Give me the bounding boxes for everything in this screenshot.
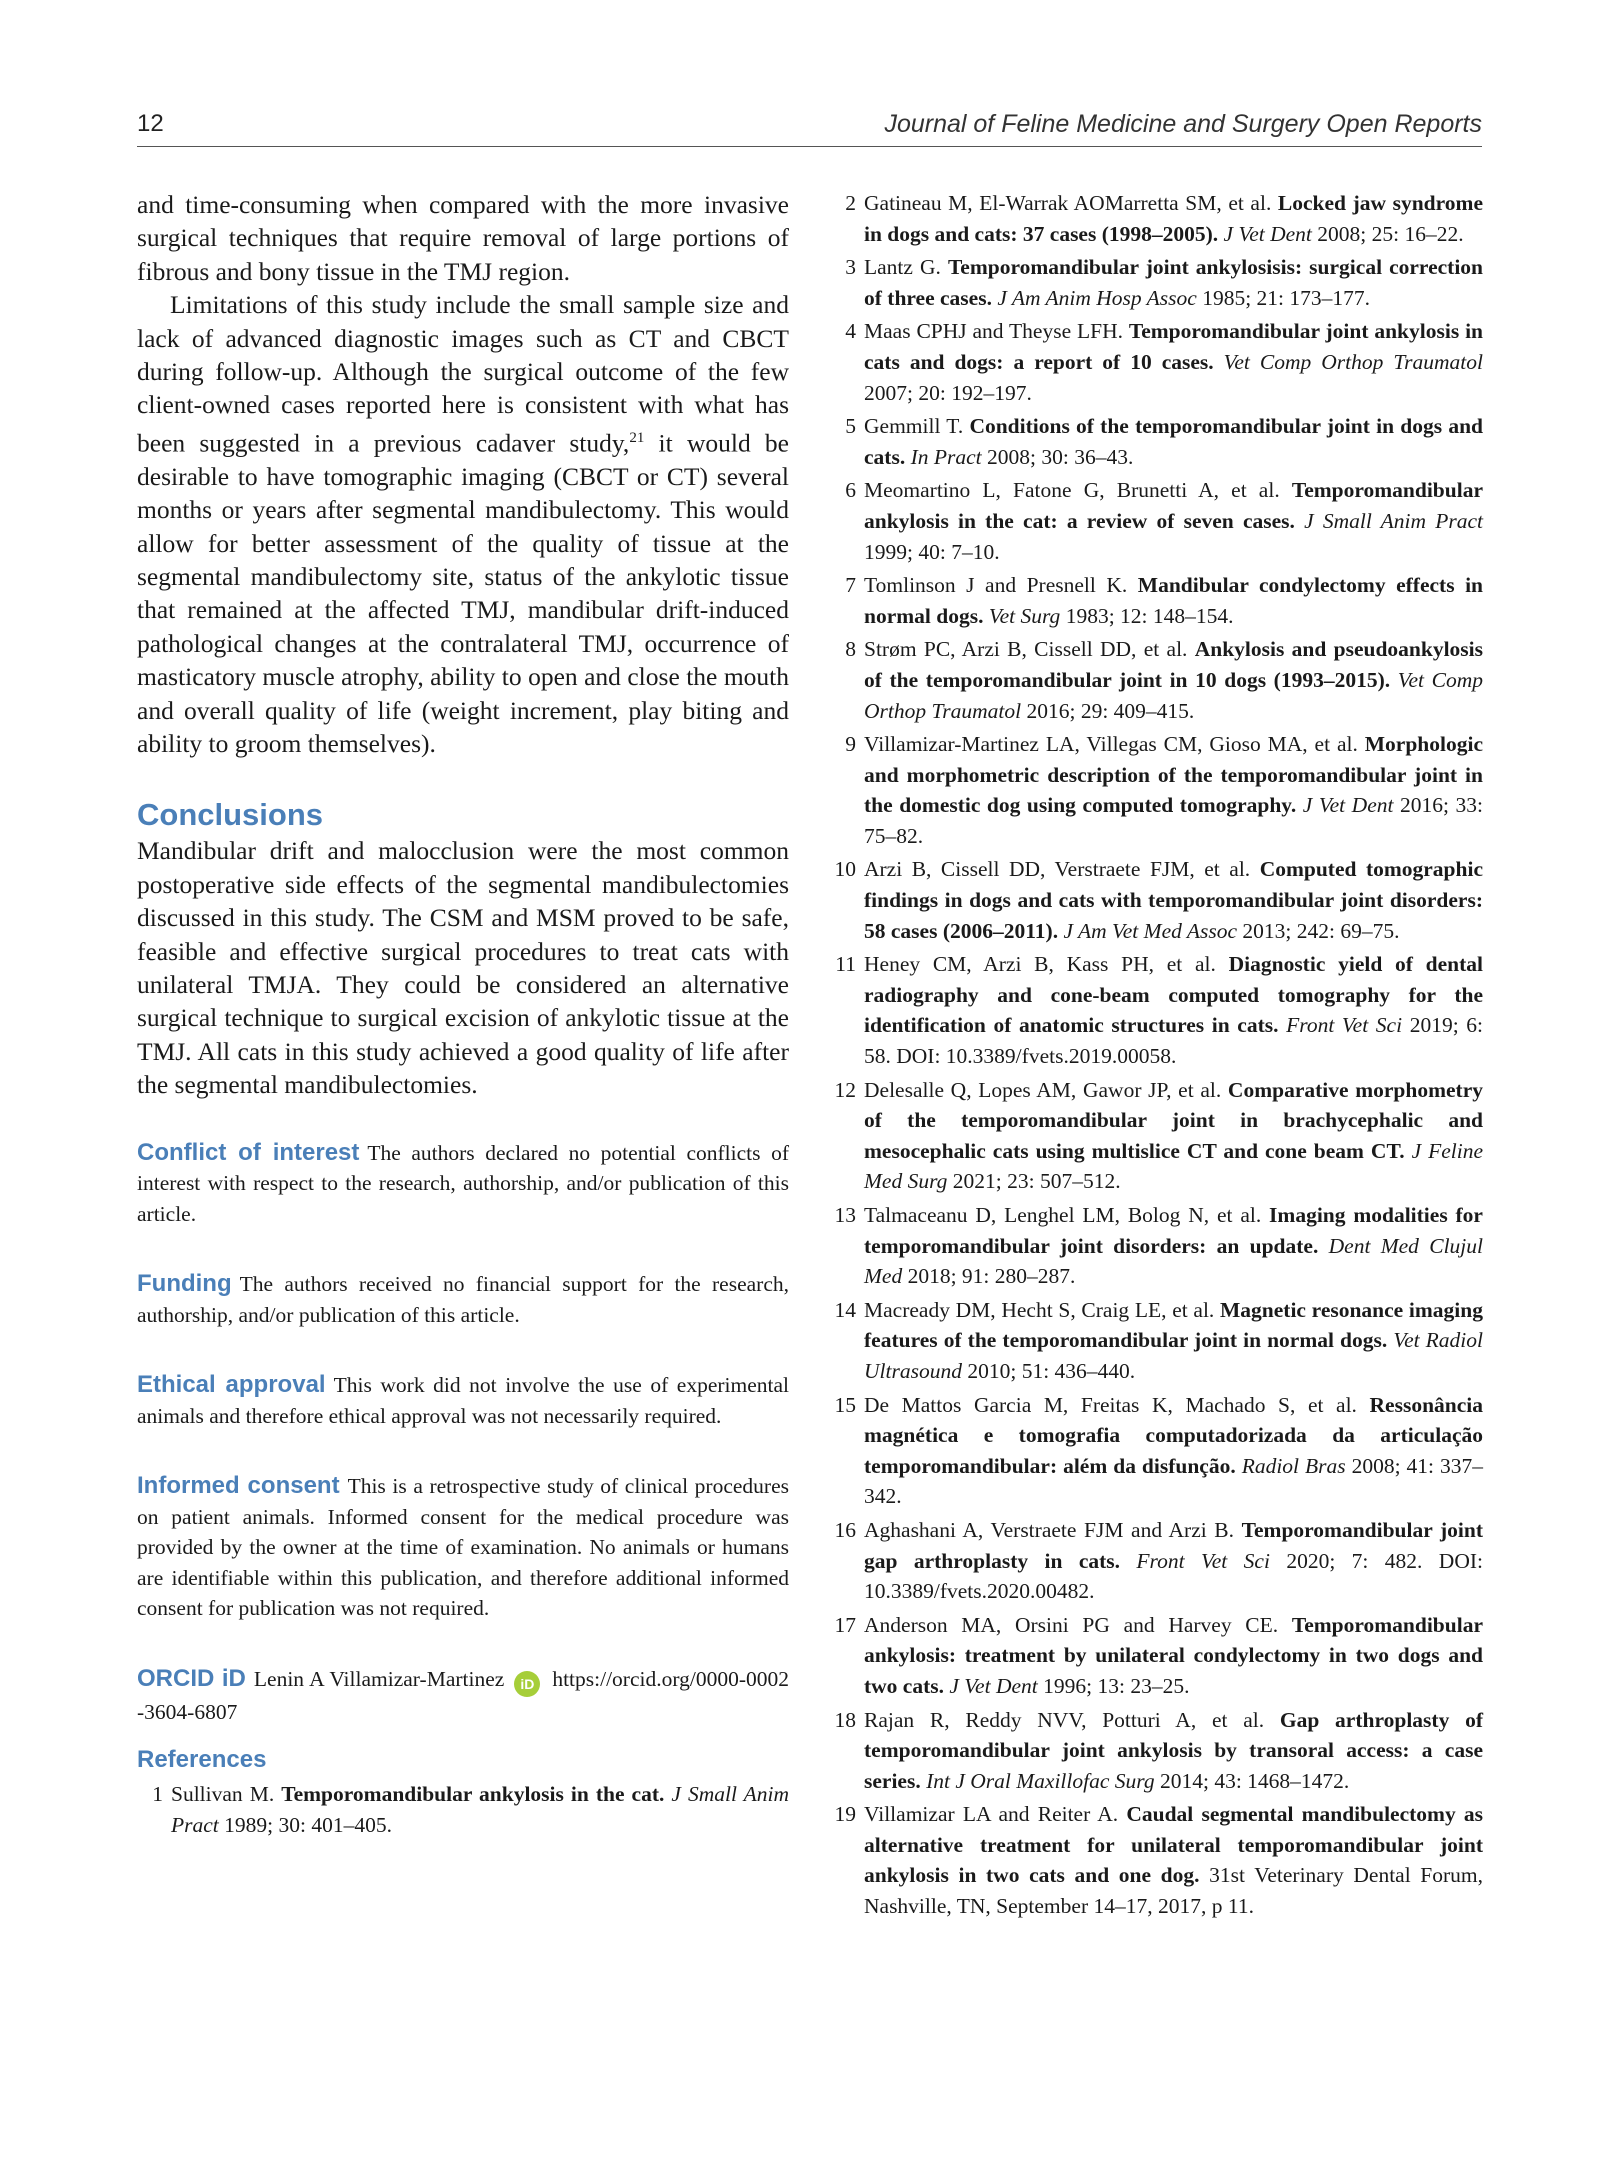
reference-item — [830, 634, 1483, 726]
reference-journal: Vet Surg — [988, 603, 1061, 628]
reference-details: 2019; 6: 58. DOI: 10.3389/fvets.2019.00058. — [864, 1013, 1484, 1069]
reference-item — [830, 1200, 1483, 1292]
reference-title: Temporomandibular ankylosis in the cat. — [281, 1782, 665, 1807]
reference-number: 15 — [834, 1392, 856, 1417]
reference-number: 6 — [845, 478, 856, 503]
orcid-heading: ORCID iD — [137, 1664, 246, 1692]
reference-item — [830, 1799, 1483, 1921]
reference-details: 2016; 33: 75–82. — [864, 793, 1484, 848]
reference-journal: Vet Comp Orthop Traumatol — [1223, 349, 1483, 374]
references-list-left — [137, 1779, 789, 1840]
reference-item — [830, 854, 1483, 946]
reference-title: Morphologic and morphometric description of the temporomandibular joint in the domestic dog using computed tomography. — [864, 732, 1483, 818]
reference-details: 2014; 43: 1468–1472. — [1154, 1768, 1350, 1793]
funding-section — [137, 1269, 789, 1330]
reference-item — [137, 1779, 789, 1840]
reference-title: Temporomandibular ankylosis in the cat: a review of seven cases. — [864, 478, 1483, 533]
reference-title: Temporomandibular joint ankylosis in cats and dogs: a report of 10 cases. — [864, 319, 1483, 374]
conflict-text: The authors declared no potential conflicts of interest with respect to the research, authorship, and/or publication of this article. — [137, 1140, 789, 1226]
reference-journal: J Feline Med Surg — [864, 1138, 1483, 1194]
reference-authors: Macready DM, Hecht S, Craig LE, et al. — [864, 1297, 1220, 1322]
reference-title: Computed tomographic findings in dogs and cats with temporomandibular joint disorders: 58 cases (2006–2011). — [864, 857, 1483, 943]
reference-authors: Aghashani A, Verstraete FJM and Arzi B. — [864, 1517, 1242, 1542]
reference-title: Ankylosis and pseudoankylosis of the temporomandibular joint in 10 dogs (1993–2015). — [864, 637, 1483, 692]
reference-details: 2007; 20: 192–197. — [864, 380, 1032, 405]
reference-number: 16 — [834, 1517, 856, 1542]
reference-item — [830, 949, 1483, 1071]
orcid-link[interactable]: https://orcid.org/0000-0002-3604-6807 — [137, 1666, 790, 1724]
reference-journal: Radiol Bras — [1241, 1453, 1346, 1478]
page-number: 12 — [137, 110, 164, 137]
reference-number: 11 — [835, 952, 856, 977]
reference-title: Magnetic resonance imaging features of the temporomandibular joint in normal dogs. — [864, 1297, 1483, 1353]
conflict-section — [137, 1138, 789, 1230]
reference-details: 2008; 30: 36–43. — [981, 444, 1134, 469]
consent-heading: Informed consent — [137, 1472, 340, 1500]
funding-heading: Funding — [137, 1270, 232, 1298]
ethical-heading: Ethical approval — [137, 1371, 326, 1399]
reference-authors: De Mattos Garcia M, Freitas K, Machado S, et al. — [864, 1392, 1370, 1417]
funding-text: The authors received no financial support for the research, authorship, and/or publication of this article. — [137, 1272, 789, 1327]
reference-title: Temporomandibular joint ankylosisis: surgical correction of three cases. — [864, 255, 1484, 310]
reference-number: 3 — [845, 255, 856, 280]
reference-number: 7 — [845, 573, 856, 598]
reference-item — [830, 411, 1483, 472]
reference-number: 2 — [845, 191, 856, 215]
reference-authors: Rajan R, Reddy NVV, Potturi A, et al. — [864, 1707, 1280, 1732]
reference-details: 2016; 29: 409–415. — [1021, 698, 1195, 723]
orcid-author-name: Lenin A Villamizar-Martinez — [253, 1666, 505, 1691]
reference-number: 8 — [845, 637, 856, 662]
conclusions-heading: Conclusions — [137, 797, 324, 833]
reference-details: 1999; 40: 7–10. — [864, 539, 1000, 564]
reference-item — [830, 475, 1483, 567]
reference-number: 18 — [834, 1707, 856, 1732]
reference-journal: J Am Anim Hosp Assoc — [997, 285, 1197, 310]
reference-details: 2018; 91: 280–287. — [902, 1264, 1076, 1289]
reference-number: 19 — [834, 1802, 856, 1827]
reference-number: 17 — [834, 1612, 856, 1637]
reference-journal: Vet Radiol Ultrasound — [864, 1328, 1484, 1383]
orcid-section — [137, 1664, 789, 1728]
conflict-heading: Conflict of interest — [137, 1138, 360, 1166]
reference-number: 13 — [834, 1203, 856, 1227]
reference-journal: Front Vet Sci — [1286, 1013, 1403, 1038]
reference-journal: J Vet Dent — [949, 1673, 1038, 1698]
reference-authors: Tomlinson J and Presnell K. — [864, 573, 1138, 598]
reference-details: 2020; 7: 482. DOI: 10.3389/fvets.2020.00482. — [864, 1548, 1483, 1604]
reference-journal: In Pract — [910, 444, 982, 469]
citation-superscript: 21 — [629, 429, 645, 446]
reference-title: Gap arthroplasty of temporomandibular joint ankylosis by transoral access: a case series. — [864, 1707, 1483, 1793]
reference-number: 10 — [834, 857, 856, 882]
reference-authors: Strøm PC, Arzi B, Cissell DD, et al. — [864, 637, 1195, 662]
consent-text: This is a retrospective study of clinical procedures on patient animals. Informed consent for the medical procedure was provided by the owner at the time of examination. No animals or humans are identifiable within this publication, and therefore additional informed consent for publication was not required. — [137, 1474, 789, 1621]
reference-authors: Heney CM, Arzi B, Kass PH, et al. — [864, 952, 1229, 977]
reference-number: 5 — [845, 414, 856, 439]
references-list-right — [830, 188, 1483, 1922]
journal-title: Journal of Feline Medicine and Surgery Open Reports — [884, 110, 1482, 138]
reference-details: 31st Veterinary Dental Forum, Nashville, TN, September 14–17, 2017, p 11. — [864, 1863, 1484, 1919]
reference-details: 2021; 23: 507–512. — [947, 1169, 1121, 1194]
reference-item — [830, 316, 1483, 408]
reference-title: Mandibular condylectomy effects in normal dogs. — [864, 573, 1484, 628]
reference-authors: Sullivan M. — [171, 1782, 282, 1807]
reference-number: 1 — [152, 1782, 163, 1807]
reference-journal: Int J Oral Maxillofac Surg — [926, 1768, 1155, 1793]
reference-journal: J Small Anim Pract — [1304, 508, 1483, 533]
reference-title: Conditions of the temporomandibular joint in dogs and cats. — [864, 414, 1483, 469]
reference-details: 1985; 21: 173–177. — [1196, 285, 1371, 310]
limitations-text-end: it would be desirable to have tomographic imaging (CBCT or CT) several months or years after segmental mandibulectomy. This would allow for better assessment of the quality of tissue at the segmental mandibulectomy site, status of the ankylotic tissue that remained at the affected TMJ, mandibular drift-induced pathological changes at the contralateral TMJ, occurrence of masticatory muscle atrophy, ability to open and close the mouth and overall quality of life (weight increment, play biting and ability to groom themselves). — [137, 428, 789, 758]
reference-details: 2008; 41: 337–342. — [864, 1453, 1483, 1509]
reference-item — [830, 729, 1483, 851]
reference-title: Temporomandibular joint gap arthroplasty in cats. — [864, 1517, 1483, 1573]
ethical-text: This work did not involve the use of experimental animals and therefore ethical approval was not necessarily required. — [137, 1373, 790, 1428]
reference-title: Diagnostic yield of dental radiography and cone-beam computed tomography for the identification of anatomic structures in cats. — [864, 952, 1484, 1038]
reference-item — [830, 1610, 1483, 1702]
reference-title: Temporomandibular ankylosis: treatment by unilateral condylectomy in two dogs and two cats. — [864, 1612, 1483, 1698]
limitations-paragraph — [137, 288, 789, 760]
reference-journal: Dent Med Clujul Med — [864, 1233, 1483, 1289]
reference-title: Locked jaw syndrome in dogs and cats: 37 cases (1998–2005). — [864, 191, 1483, 246]
left-column — [137, 188, 789, 1843]
reference-authors: Anderson MA, Orsini PG and Harvey CE. — [864, 1612, 1292, 1637]
reference-authors: Villamizar-Martinez LA, Villegas CM, Gioso MA, et al. — [864, 732, 1365, 757]
reference-item — [830, 1295, 1483, 1387]
reference-details: 1996; 13: 23–25. — [1037, 1673, 1190, 1698]
reference-authors: Lantz G. — [864, 255, 948, 280]
orcid-icon: iD — [514, 1671, 540, 1697]
reference-details: 2008; 25: 16–22. — [1311, 221, 1464, 246]
reference-title: Caudal segmental mandibulectomy as alternative treatment for unilateral temporomandibular joint ankylosis in two cats and one dog. — [864, 1802, 1484, 1888]
reference-authors: Gatineau M, El-Warrak AOMarretta SM, et al. — [864, 191, 1278, 215]
reference-details: 2013; 242: 69–75. — [1237, 918, 1400, 943]
consent-section — [137, 1471, 789, 1624]
reference-authors: Talmaceanu D, Lenghel LM, Bolog N, et al. — [864, 1203, 1270, 1227]
right-column — [830, 188, 1483, 1925]
reference-details: 1989; 30: 401–405. — [218, 1812, 392, 1837]
reference-journal: J Vet Dent — [1302, 793, 1394, 818]
reference-item — [830, 1075, 1483, 1197]
reference-journal: J Am Vet Med Assoc — [1063, 918, 1238, 943]
reference-authors: Meomartino L, Fatone G, Brunetti A, et al. — [864, 478, 1292, 503]
reference-number: 14 — [834, 1297, 856, 1322]
reference-number: 4 — [845, 319, 856, 344]
reference-authors: Maas CPHJ and Theyse LFH. — [864, 319, 1129, 344]
limitations-text-start: Limitations of this study include the small sample size and lack of advanced diagnostic images such as CT and CBCT during follow-up. Although the surgical outcome of the few client-owned cases reported here is consistent with what has been suggested in a previous cadaver study, — [137, 290, 789, 458]
reference-journal: Front Vet Sci — [1136, 1548, 1270, 1573]
reference-title: Imaging modalities for temporomandibular joint disorders: an update. — [864, 1203, 1483, 1258]
reference-item — [830, 188, 1483, 249]
reference-details: 2010; 51: 436–440. — [961, 1358, 1136, 1383]
reference-title: Comparative morphometry of the temporomandibular joint in brachycephalic and mesocephalic cats using multislice CT and cone beam CT. — [864, 1077, 1483, 1163]
conclusions-paragraph: Mandibular drift and malocclusion were the most common postoperative side effects of the segmental mandibulectomies discussed in this study. The CSM and MSM proved to be safe, feasible and effective surgical procedures to treat cats with unilateral TMJA. They could be considered an alternative surgical technique to surgical excision of ankylotic tissue at the TMJ. All cats in this study achieved a good quality of life after the segmental mandibulectomies. — [137, 836, 789, 1100]
reference-authors: Villamizar LA and Reiter A. — [864, 1802, 1127, 1827]
references-heading: References — [137, 1746, 267, 1774]
header-rule — [137, 146, 1482, 147]
reference-journal: J Vet Dent — [1223, 221, 1312, 246]
reference-authors: Delesalle Q, Lopes AM, Gawor JP, et al. — [864, 1077, 1228, 1102]
reference-details: 1983; 12: 148–154. — [1060, 603, 1234, 628]
reference-journal: J Small Anim Pract — [171, 1782, 789, 1837]
reference-item — [830, 570, 1483, 631]
reference-number: 12 — [834, 1077, 856, 1102]
reference-authors: Gemmill T. — [864, 414, 970, 439]
reference-item — [830, 1515, 1483, 1607]
reference-authors: Arzi B, Cissell DD, Verstraete FJM, et al. — [864, 857, 1260, 882]
body-paragraph: and time-consuming when compared with the more invasive surgical techniques that require removal of large portions of fibrous and bony tissue in the TMJ region. — [137, 190, 789, 286]
reference-item — [830, 252, 1483, 313]
reference-number: 9 — [845, 732, 856, 757]
reference-item — [830, 1390, 1483, 1512]
reference-title: Ressonância magnética e tomografia computadorizada da articulação temporomandibular: além da disfunção. — [864, 1392, 1483, 1478]
reference-journal: Vet Comp Orthop Traumatol — [864, 667, 1483, 723]
reference-item — [830, 1705, 1483, 1797]
ethical-section — [137, 1370, 789, 1431]
